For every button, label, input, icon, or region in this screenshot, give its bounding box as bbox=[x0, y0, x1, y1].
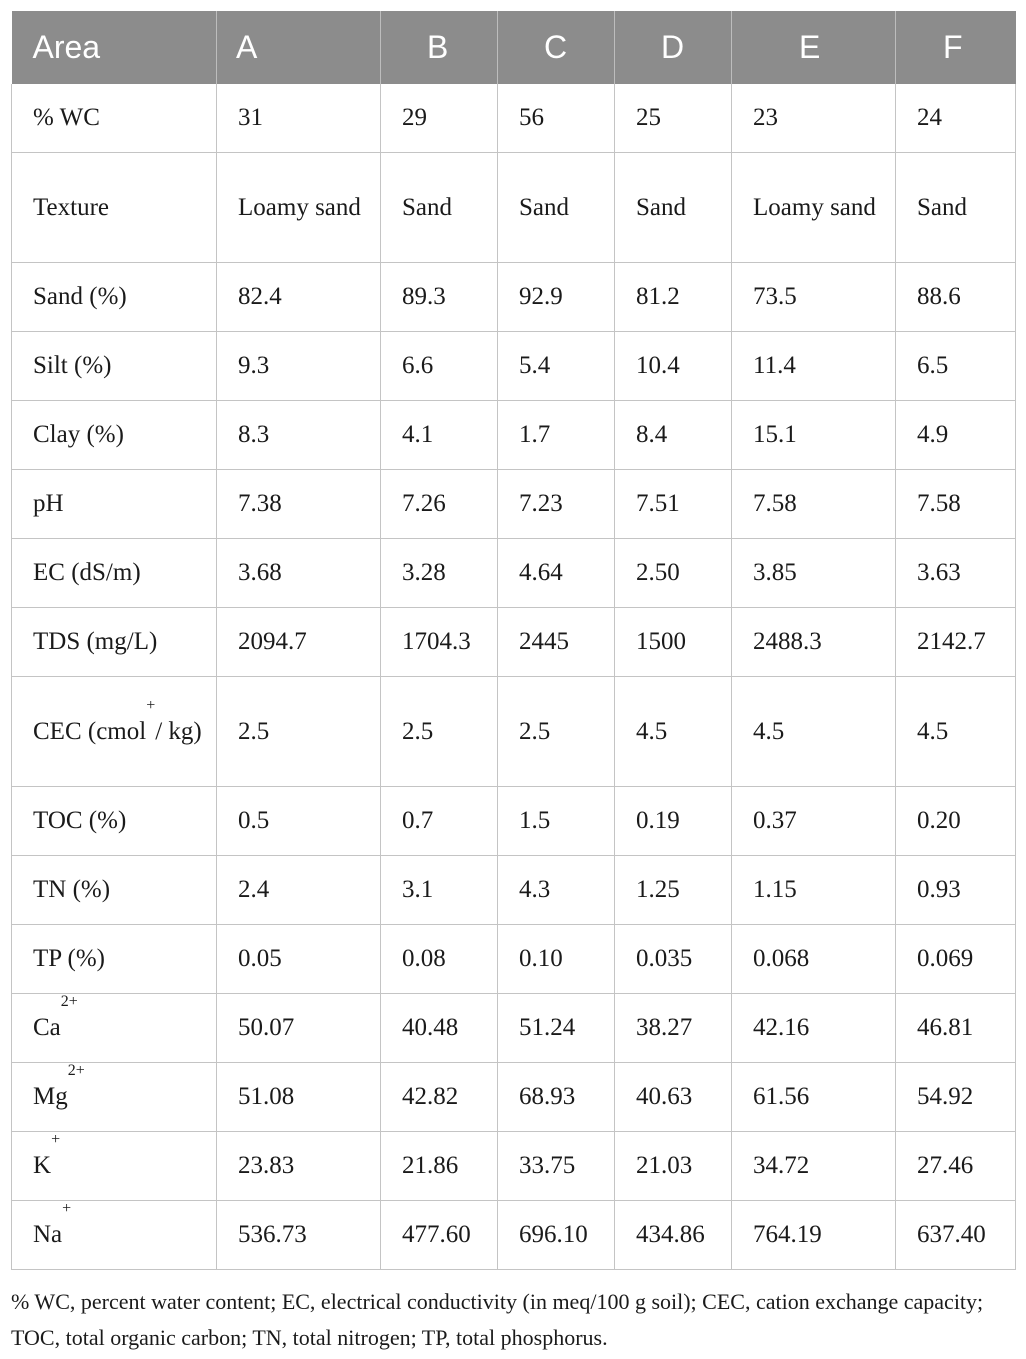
table-cell: 2.5 bbox=[498, 677, 615, 787]
table-cell: 8.3 bbox=[217, 401, 381, 470]
table-cell: 29 bbox=[381, 84, 498, 153]
row-label: TN (%) bbox=[33, 876, 111, 903]
table-cell: 0.08 bbox=[381, 925, 498, 994]
row-label: Sand (%) bbox=[33, 283, 127, 310]
table-cell: 40.63 bbox=[615, 1063, 732, 1132]
table-cell: 7.26 bbox=[381, 470, 498, 539]
table-footnote: % WC, percent water content; EC, electrical conductivity (in meq/100 g soil); CEC, cation exchange capacity; TOC, total organic carbon; TN, total nitrogen; TP, total phosphorus. bbox=[11, 1289, 984, 1350]
row-label-superscript: 2+ bbox=[67, 1062, 85, 1079]
table-cell: 88.6 bbox=[896, 263, 1016, 332]
row-label-cell bbox=[12, 470, 217, 539]
table-cell: 764.19 bbox=[732, 1201, 896, 1270]
table-row bbox=[12, 1063, 1016, 1132]
table-cell: 23 bbox=[732, 84, 896, 153]
table-row bbox=[12, 1201, 1016, 1270]
table-cell: 0.19 bbox=[615, 787, 732, 856]
row-label: TDS (mg/L) bbox=[33, 628, 158, 655]
table-cell: 15.1 bbox=[732, 401, 896, 470]
row-label: Ca bbox=[33, 1014, 61, 1041]
table-row bbox=[12, 84, 1016, 153]
row-label-cell bbox=[12, 332, 217, 401]
table-row bbox=[12, 856, 1016, 925]
table-cell: 4.9 bbox=[896, 401, 1016, 470]
table-cell: 0.05 bbox=[217, 925, 381, 994]
table-cell: 3.85 bbox=[732, 539, 896, 608]
table-cell: 0.035 bbox=[615, 925, 732, 994]
table-cell: 68.93 bbox=[498, 1063, 615, 1132]
row-label-cell bbox=[12, 608, 217, 677]
table-cell: 23.83 bbox=[217, 1132, 381, 1201]
soil-properties-table bbox=[11, 11, 1016, 1270]
table-cell: 21.03 bbox=[615, 1132, 732, 1201]
row-label-cell bbox=[12, 787, 217, 856]
header-area-c: C bbox=[498, 11, 615, 84]
row-label: pH bbox=[33, 490, 64, 517]
table-cell: 696.10 bbox=[498, 1201, 615, 1270]
header-area-f: F bbox=[896, 11, 1016, 84]
table-row bbox=[12, 153, 1016, 263]
table-cell: 82.4 bbox=[217, 263, 381, 332]
table-row bbox=[12, 925, 1016, 994]
table-row bbox=[12, 539, 1016, 608]
table-cell: 536.73 bbox=[217, 1201, 381, 1270]
table-cell: Loamy sand bbox=[732, 153, 896, 263]
table-cell: 2.5 bbox=[381, 677, 498, 787]
row-label-superscript: + bbox=[62, 1200, 72, 1217]
table-cell: 637.40 bbox=[896, 1201, 1016, 1270]
table-cell: 1704.3 bbox=[381, 608, 498, 677]
table-cell: 4.5 bbox=[615, 677, 732, 787]
table-cell: 31 bbox=[217, 84, 381, 153]
table-cell: 6.6 bbox=[381, 332, 498, 401]
row-label: Clay (%) bbox=[33, 421, 124, 448]
row-label-cell bbox=[12, 925, 217, 994]
table-cell: Sand bbox=[615, 153, 732, 263]
table-row bbox=[12, 608, 1016, 677]
row-label: Silt (%) bbox=[33, 352, 112, 379]
table-row bbox=[12, 1132, 1016, 1201]
table-cell: 42.82 bbox=[381, 1063, 498, 1132]
table-cell: 3.68 bbox=[217, 539, 381, 608]
row-label-cell bbox=[12, 994, 217, 1063]
row-label-cell bbox=[12, 1063, 217, 1132]
table-cell: 27.46 bbox=[896, 1132, 1016, 1201]
table-row bbox=[12, 263, 1016, 332]
table-row bbox=[12, 401, 1016, 470]
table-cell: 81.2 bbox=[615, 263, 732, 332]
table-cell: 0.7 bbox=[381, 787, 498, 856]
table-cell: 54.92 bbox=[896, 1063, 1016, 1132]
table-cell: 0.10 bbox=[498, 925, 615, 994]
table-cell: 11.4 bbox=[732, 332, 896, 401]
table-cell: 2142.7 bbox=[896, 608, 1016, 677]
table-row bbox=[12, 994, 1016, 1063]
table-cell: 434.86 bbox=[615, 1201, 732, 1270]
table-cell: 1.25 bbox=[615, 856, 732, 925]
table-cell: 51.08 bbox=[217, 1063, 381, 1132]
row-label-cell bbox=[12, 84, 217, 153]
table-cell: 2445 bbox=[498, 608, 615, 677]
header-area: Area bbox=[12, 11, 217, 84]
table-cell: 4.5 bbox=[896, 677, 1016, 787]
table-cell: 9.3 bbox=[217, 332, 381, 401]
table-cell: 56 bbox=[498, 84, 615, 153]
row-label-suffix: / kg) bbox=[155, 717, 202, 745]
row-label: TOC (%) bbox=[33, 807, 127, 834]
row-label: CEC (cmol bbox=[33, 717, 147, 745]
table-cell: 0.5 bbox=[217, 787, 381, 856]
table-cell: 92.9 bbox=[498, 263, 615, 332]
row-label-superscript: 2+ bbox=[60, 993, 78, 1010]
soil-properties-table-container bbox=[11, 11, 1015, 1270]
row-label: TP (%) bbox=[33, 945, 105, 972]
table-cell: 46.81 bbox=[896, 994, 1016, 1063]
table-cell: 7.58 bbox=[732, 470, 896, 539]
row-label: Na bbox=[33, 1221, 63, 1248]
table-cell: 0.93 bbox=[896, 856, 1016, 925]
table-cell: 40.48 bbox=[381, 994, 498, 1063]
header-area-e: E bbox=[732, 11, 896, 84]
table-cell: 3.1 bbox=[381, 856, 498, 925]
table-row bbox=[12, 677, 1016, 787]
header-area-d: D bbox=[615, 11, 732, 84]
table-cell: 4.5 bbox=[732, 677, 896, 787]
row-label-cell bbox=[12, 1201, 217, 1270]
row-label-cell bbox=[12, 856, 217, 925]
table-cell: 1.7 bbox=[498, 401, 615, 470]
row-label-cell bbox=[12, 1132, 217, 1201]
table-cell: 6.5 bbox=[896, 332, 1016, 401]
table-cell: 0.069 bbox=[896, 925, 1016, 994]
table-cell: 2488.3 bbox=[732, 608, 896, 677]
table-cell: 24 bbox=[896, 84, 1016, 153]
table-cell: 477.60 bbox=[381, 1201, 498, 1270]
table-cell: 1.5 bbox=[498, 787, 615, 856]
row-label-cell bbox=[12, 677, 217, 787]
table-cell: 7.23 bbox=[498, 470, 615, 539]
row-label: EC (dS/m) bbox=[33, 559, 141, 586]
table-cell: 73.5 bbox=[732, 263, 896, 332]
table-cell: 2.50 bbox=[615, 539, 732, 608]
table-cell: 4.3 bbox=[498, 856, 615, 925]
table-cell: 0.37 bbox=[732, 787, 896, 856]
table-cell: 8.4 bbox=[615, 401, 732, 470]
table-cell: 2.5 bbox=[217, 677, 381, 787]
table-cell: 0.068 bbox=[732, 925, 896, 994]
row-label-cell bbox=[12, 263, 217, 332]
table-cell: 42.16 bbox=[732, 994, 896, 1063]
table-cell: 10.4 bbox=[615, 332, 732, 401]
table-cell: 0.20 bbox=[896, 787, 1016, 856]
table-body bbox=[12, 84, 1016, 1270]
row-label: Texture bbox=[33, 193, 109, 221]
table-row bbox=[12, 332, 1016, 401]
table-cell: 89.3 bbox=[381, 263, 498, 332]
table-row bbox=[12, 470, 1016, 539]
table-cell: 38.27 bbox=[615, 994, 732, 1063]
table-cell: 4.1 bbox=[381, 401, 498, 470]
table-cell: 61.56 bbox=[732, 1063, 896, 1132]
header-area-b: B bbox=[381, 11, 498, 84]
table-cell: 33.75 bbox=[498, 1132, 615, 1201]
table-cell: 25 bbox=[615, 84, 732, 153]
table-cell: 4.64 bbox=[498, 539, 615, 608]
table-cell: Sand bbox=[381, 153, 498, 263]
table-cell: 3.28 bbox=[381, 539, 498, 608]
table-cell: 51.24 bbox=[498, 994, 615, 1063]
row-label-superscript: + bbox=[51, 1131, 61, 1148]
table-cell: 2094.7 bbox=[217, 608, 381, 677]
table-cell: 5.4 bbox=[498, 332, 615, 401]
table-cell: 1.15 bbox=[732, 856, 896, 925]
table-cell: 7.38 bbox=[217, 470, 381, 539]
table-cell: 3.63 bbox=[896, 539, 1016, 608]
row-label-cell bbox=[12, 401, 217, 470]
table-cell: 1500 bbox=[615, 608, 732, 677]
table-cell: 50.07 bbox=[217, 994, 381, 1063]
row-label-cell bbox=[12, 539, 217, 608]
row-label-superscript: + bbox=[146, 696, 156, 714]
table-cell: 7.51 bbox=[615, 470, 732, 539]
table-cell: 34.72 bbox=[732, 1132, 896, 1201]
row-label: % WC bbox=[33, 104, 100, 131]
table-header bbox=[12, 11, 1016, 84]
table-cell: 21.86 bbox=[381, 1132, 498, 1201]
row-label: K bbox=[33, 1152, 52, 1179]
row-label-cell bbox=[12, 153, 217, 263]
table-row bbox=[12, 787, 1016, 856]
header-area-a: A bbox=[217, 11, 381, 84]
header-row bbox=[12, 11, 1016, 84]
table-cell: Sand bbox=[498, 153, 615, 263]
row-label: Mg bbox=[33, 1083, 68, 1110]
table-cell: 2.4 bbox=[217, 856, 381, 925]
table-cell: Loamy sand bbox=[217, 153, 381, 263]
table-cell: 7.58 bbox=[896, 470, 1016, 539]
table-cell: Sand bbox=[896, 153, 1016, 263]
